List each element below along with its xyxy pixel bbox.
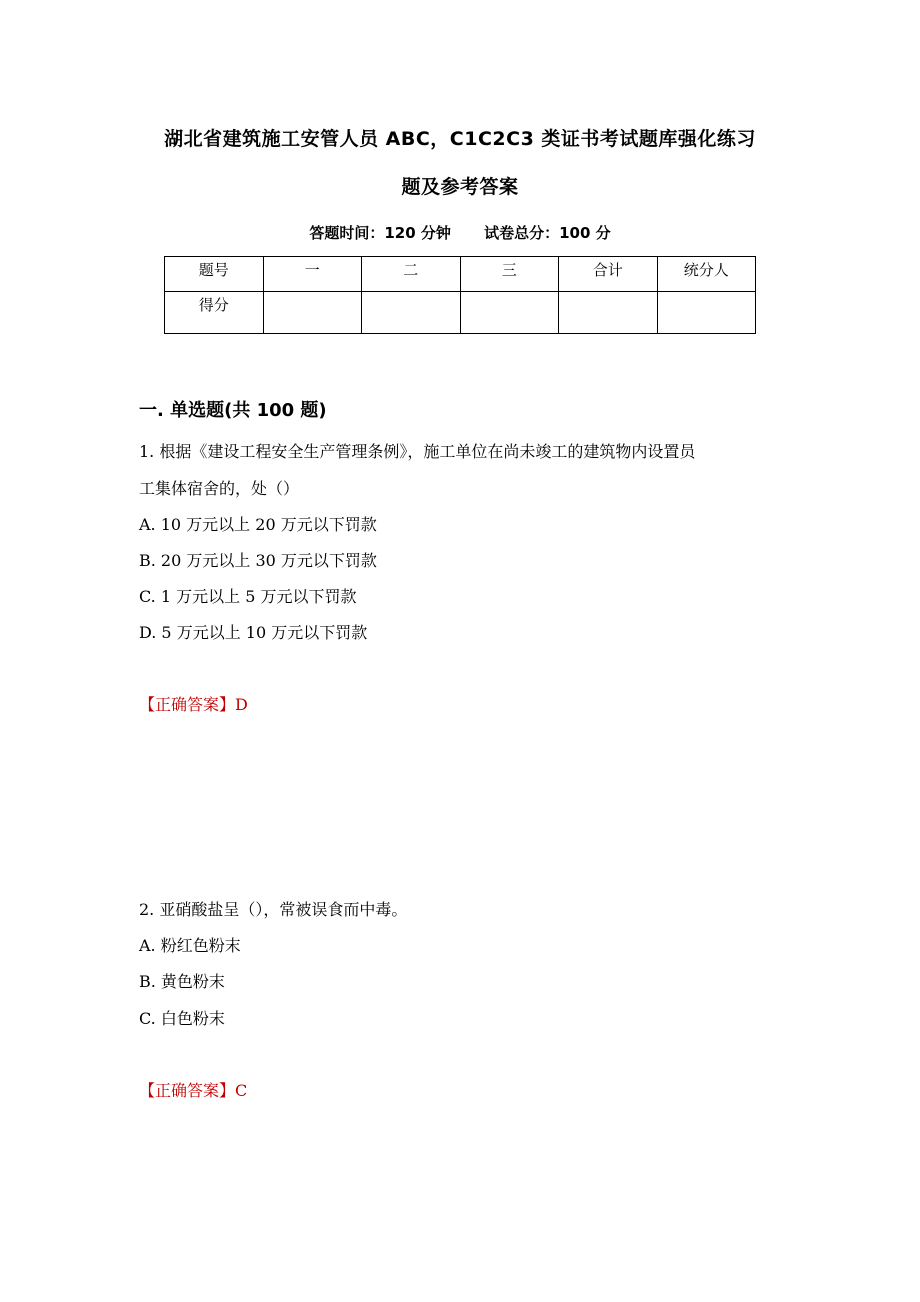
document-title-line-2: 题及参考答案 [401,176,519,198]
question-2-answer: 【正确答案】C [139,1081,248,1100]
question-1-option-d: D. 5 万元以上 10 万元以下罚款 [139,623,368,642]
score-header-cell: 三 [460,257,559,292]
score-cell [362,292,461,334]
exam-time: 答题时间：120 分钟 [309,224,451,242]
score-table-header-row [165,257,756,292]
score-cell [460,292,559,334]
question-1-stem-line-2: 工集体宿舍的，处（） [139,479,300,498]
question-2-option-a: A. 粉红色粉末 [139,936,241,955]
question-2-stem-line-1: 2. 亚硝酸盐呈（），常被误食而中毒。 [139,900,408,919]
exam-meta [0,222,920,243]
score-cell [657,292,756,334]
question-1-answer: 【正确答案】D [139,695,248,714]
score-header-cell: 统分人 [657,257,756,292]
exam-total-score: 试卷总分：100 分 [484,224,611,242]
score-table-score-row [165,292,756,334]
section-title: 一. 单选题(共 100 题) [139,400,327,421]
score-cell [559,292,658,334]
score-cell [263,292,362,334]
score-row-label: 得分 [165,292,264,334]
score-header-cell: 二 [362,257,461,292]
score-header-cell: 一 [263,257,362,292]
question-1-stem-line-1: 1. 根据《建设工程安全生产管理条例》，施工单位在尚未竣工的建筑物内设置员 [139,442,696,461]
score-table [164,256,756,334]
question-1-option-a: A. 10 万元以上 20 万元以下罚款 [139,515,377,534]
question-1-option-c: C. 1 万元以上 5 万元以下罚款 [139,587,357,606]
score-header-cell: 题号 [165,257,264,292]
question-2-option-c: C. 白色粉末 [139,1009,225,1028]
score-header-cell: 合计 [559,257,658,292]
question-2-option-b: B. 黄色粉末 [139,972,225,991]
question-1-option-b: B. 20 万元以上 30 万元以下罚款 [139,551,377,570]
document-title-line-1: 湖北省建筑施工安管人员 ABC，C1C2C3 类证书考试题库强化练习 [164,128,756,150]
